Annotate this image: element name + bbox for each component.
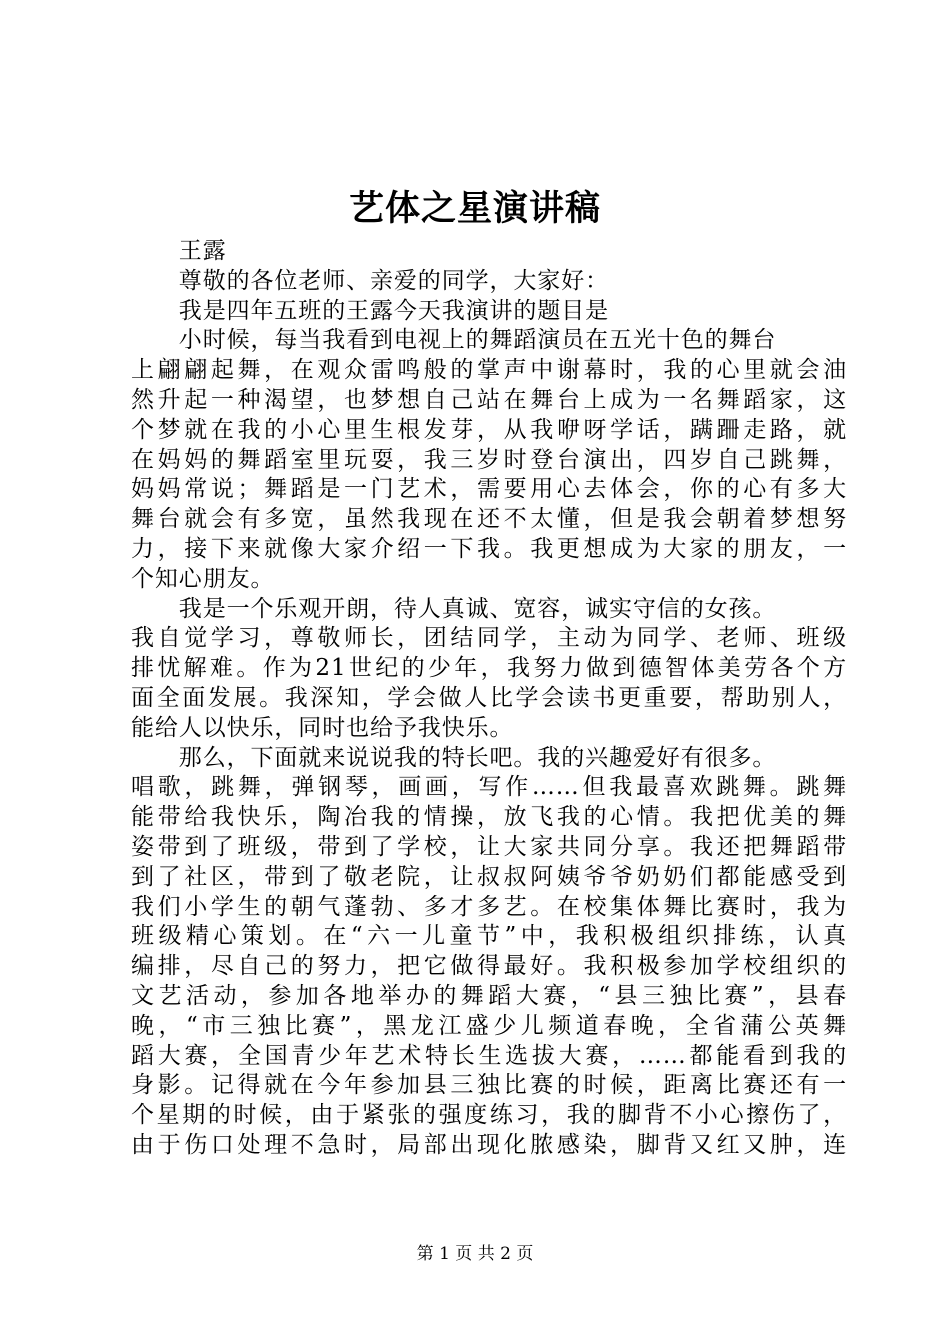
text-line: 我们小学生的朝气蓬勃、多才多艺。在校集体舞比赛时，我为 <box>131 893 847 920</box>
text-line: 唱歌，跳舞，弹钢琴，画画，写作……但我最喜欢跳舞。跳舞 <box>131 774 847 801</box>
text-line: 身影。记得就在今年参加县三独比赛的时候，距离比赛还有一 <box>131 1072 847 1099</box>
text-line: 那么，下面就来说说我的特长吧。我的兴趣爱好有很多。 <box>131 744 777 771</box>
text-line: 妈妈常说；舞蹈是一门艺术，需要用心去体会，你的心有多大 <box>131 476 847 503</box>
text-line: 在妈妈的舞蹈室里玩耍，我三岁时登台演出，四岁自己跳舞， <box>131 446 847 473</box>
text-line: 到了社区，带到了敬老院，让叔叔阿姨爷爷奶奶们都能感受到 <box>131 863 847 890</box>
text-line: 尊敬的各位老师、亲爱的同学，大家好： <box>131 267 609 294</box>
text-line: 我是四年五班的王露今天我演讲的题目是 <box>131 297 609 324</box>
text-line: 我是一个乐观开朗，待人真诚、宽容，诚实守信的女孩。 <box>131 595 777 622</box>
text-line: 小时候，每当我看到电视上的舞蹈演员在五光十色的舞台 <box>131 327 777 354</box>
text-line: 我自觉学习，尊敬师长，团结同学，主动为同学、老师、班级 <box>131 625 847 652</box>
text-line: 然升起一种渴望，也梦想自己站在舞台上成为一名舞蹈家，这 <box>131 386 847 413</box>
text-line: 班级精心策划。在“六一儿童节”中，我积极组织排练，认真 <box>131 923 847 950</box>
text-line: 王露 <box>131 238 227 264</box>
text-line: 个知心朋友。 <box>131 565 275 592</box>
text-line: 能带给我快乐，陶冶我的情操，放飞我的心情。我把优美的舞 <box>131 804 847 831</box>
text-line: 舞台就会有多宽，虽然我现在还不太懂，但是我会朝着梦想努 <box>131 506 847 533</box>
text-line: 面全面发展。我深知，学会做人比学会读书更重要，帮助别人， <box>131 684 847 711</box>
text-line: 由于伤口处理不急时，局部出现化脓感染，脚背又红又肿，连 <box>131 1131 847 1158</box>
text-line: 力，接下来就像大家介绍一下我。我更想成为大家的朋友，一 <box>131 535 847 562</box>
speech-body <box>131 237 847 1161</box>
text-line: 姿带到了班级，带到了学校，让大家共同分享。我还把舞蹈带 <box>131 833 847 860</box>
text-line: 文艺活动，参加各地举办的舞蹈大赛，“县三独比赛”，县春 <box>131 982 847 1009</box>
text-line: 编排，尽自己的努力，把它做得最好。我积极参加学校组织的 <box>131 953 847 980</box>
text-line: 能给人以快乐，同时也给予我快乐。 <box>131 714 514 741</box>
page-footer: 第 1 页 共 2 页 <box>416 1244 534 1264</box>
text-line: 个星期的时候，由于紧张的强度练习，我的脚背不小心擦伤了， <box>131 1102 847 1129</box>
text-line: 个梦就在我的小心里生根发芽，从我咿呀学话，蹒跚走路，就 <box>131 416 847 443</box>
text-line: 晚，“市三独比赛”，黑龙江盛少儿频道春晚，全省蒲公英舞 <box>131 1012 847 1039</box>
text-line: 蹈大赛，全国青少年艺术特长生选拔大赛，……都能看到我的 <box>131 1042 847 1069</box>
page-title: 艺体之星演讲稿 <box>348 188 601 229</box>
text-line: 上翩翩起舞，在观众雷鸣般的掌声中谢幕时，我的心里就会油 <box>131 357 847 384</box>
text-line: 排忧解难。作为21世纪的少年，我努力做到德智体美劳各个方 <box>131 655 847 682</box>
